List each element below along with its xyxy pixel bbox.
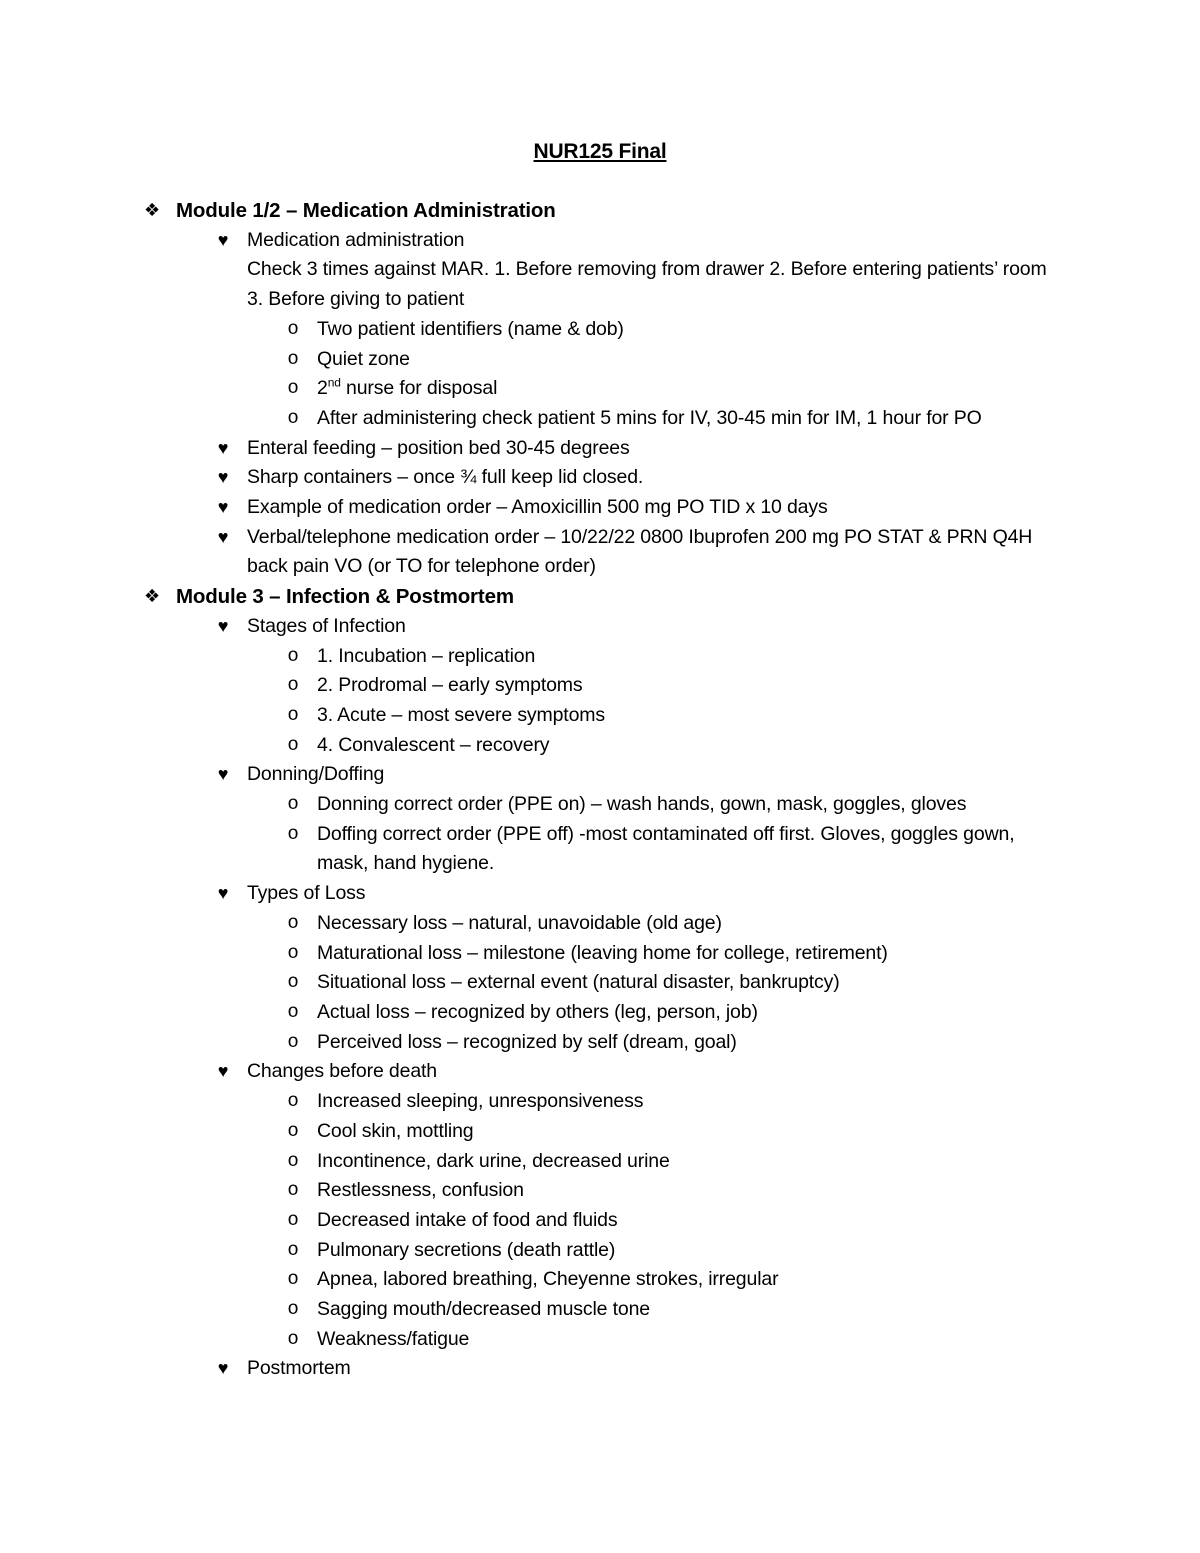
circle-bullet-icon: o [287,941,299,964]
diamond-bullet-icon: ❖ [144,586,160,607]
module-heading-text: Module 1/2 – Medication Administration [176,199,556,222]
sub-item-text: Donning correct order (PPE on) – wash hands, gown, mask, goggles, gloves [317,793,967,816]
heart-bullet-icon: ♥ [217,883,229,904]
sub-item [140,939,1060,969]
sub-item-text: Sagging mouth/decreased muscle tone [317,1298,650,1321]
topic-label: Types of Loss [247,882,366,905]
topic-item [140,760,1060,790]
circle-bullet-icon: o [287,793,299,816]
topic-label: Sharp containers – once ¾ full keep lid closed. [247,466,644,489]
sub-item [140,820,1060,879]
sub-item [140,642,1060,672]
sub-item [140,968,1060,998]
circle-bullet-icon: o [287,317,299,340]
sub-item [140,1147,1060,1177]
sub-item [140,731,1060,761]
sub-item [140,1236,1060,1266]
topic-item [140,523,1060,582]
heart-bullet-icon: ♥ [217,764,229,785]
topic-item [140,879,1060,909]
sub-item-text: Cool skin, mottling [317,1119,474,1142]
sub-item-text: Pulmonary secretions (death rattle) [317,1238,616,1261]
heart-bullet-icon: ♥ [217,437,229,458]
circle-bullet-icon: o [287,1179,299,1202]
sub-item-text: Doffing correct order (PPE off) -most contaminated off first. Gloves, goggles gown, mask, hand hygiene. [317,822,1015,875]
topic-label: Postmortem [247,1357,351,1380]
heart-bullet-icon: ♥ [217,229,229,250]
circle-bullet-icon: o [287,1119,299,1142]
topic-label: Medication administration [247,228,465,251]
sub-item [140,1176,1060,1206]
topic-item [140,1057,1060,1087]
circle-bullet-icon: o [287,703,299,726]
sub-item-text: Apnea, labored breathing, Cheyenne strokes, irregular [317,1268,779,1291]
circle-bullet-icon: o [287,911,299,934]
circle-bullet-icon: o [287,1149,299,1172]
sub-item [140,1087,1060,1117]
topic-item [140,434,1060,464]
document-body [140,196,1060,1384]
heart-bullet-icon: ♥ [217,526,229,547]
heart-bullet-icon: ♥ [217,497,229,518]
sub-item-text: 4. Convalescent – recovery [317,733,550,756]
sub-item [140,671,1060,701]
circle-bullet-icon: o [287,1208,299,1231]
sub-item [140,315,1060,345]
topic-note: Check 3 times against MAR. 1. Before removing from drawer 2. Before entering patients’ room 3. Before giving to patient [247,258,1047,311]
circle-bullet-icon: o [287,1268,299,1291]
circle-bullet-icon: o [287,674,299,697]
sub-item [140,1265,1060,1295]
sub-item [140,1117,1060,1147]
sub-item-text: Incontinence, dark urine, decreased urine [317,1149,670,1172]
topic-item [140,1354,1060,1384]
heart-bullet-icon: ♥ [217,615,229,636]
topic-label: Verbal/telephone medication order – 10/22/22 0800 Ibuprofen 200 mg PO STAT & PRN Q4H back pain VO (or TO for telephone order) [247,525,1033,578]
circle-bullet-icon: o [287,1030,299,1053]
topic-label: Example of medication order – Amoxicillin 500 mg PO TID x 10 days [247,496,828,519]
sub-item-text: Actual loss – recognized by others (leg, person, job) [317,1000,758,1023]
topic-item [140,612,1060,642]
heart-bullet-icon: ♥ [217,467,229,488]
module-heading [140,196,1060,226]
circle-bullet-icon: o [287,377,299,400]
circle-bullet-icon: o [287,347,299,370]
ordinal-number: 2 [317,377,328,400]
sub-item-text [317,377,497,399]
circle-bullet-icon: o [287,1238,299,1261]
sub-item-text: Perceived loss – recognized by self (dream, goal) [317,1030,737,1053]
sub-item [140,404,1060,434]
sub-item-text: Maturational loss – milestone (leaving home for college, retirement) [317,941,888,964]
topic-label: Stages of Infection [247,614,406,637]
sub-item-text: Two patient identifiers (name & dob) [317,317,624,340]
circle-bullet-icon: o [287,1000,299,1023]
sub-item-text: Restlessness, confusion [317,1179,524,1202]
document-title: NUR125 Final [533,140,667,163]
topic-label: Enteral feeding – position bed 30-45 degrees [247,436,630,459]
sub-item-text: Weakness/fatigue [317,1327,470,1350]
diamond-bullet-icon: ❖ [144,200,160,220]
topic-item [140,463,1060,493]
ordinal-suffix: nd [327,375,341,390]
sub-item-text: After administering check patient 5 mins for IV, 30-45 min for IM, 1 hour for PO [317,406,982,429]
sub-item-text: 3. Acute – most severe symptoms [317,703,605,726]
heart-bullet-icon: ♥ [217,1061,229,1082]
sub-item [140,345,1060,375]
topic-item [140,226,1060,256]
sub-item-text: Situational loss – external event (natural disaster, bankruptcy) [317,971,840,994]
sub-item-text: Quiet zone [317,347,410,370]
circle-bullet-icon: o [287,971,299,994]
topic-label: Changes before death [247,1060,437,1083]
sub-item-text: Increased sleeping, unresponsiveness [317,1090,644,1113]
sub-item [140,374,1060,404]
sub-item [140,909,1060,939]
sub-item [140,790,1060,820]
sub-item [140,1325,1060,1355]
circle-bullet-icon: o [287,644,299,667]
sub-item-text: 2. Prodromal – early symptoms [317,674,583,697]
circle-bullet-icon: o [287,1090,299,1113]
heart-bullet-icon: ♥ [217,1358,229,1379]
circle-bullet-icon: o [287,822,299,845]
sub-item-text: 1. Incubation – replication [317,644,536,667]
module-heading-text: Module 3 – Infection & Postmortem [176,585,514,609]
circle-bullet-icon: o [287,1327,299,1350]
sub-item [140,1028,1060,1058]
sub-item [140,1295,1060,1325]
topic-item [140,493,1060,523]
sub-item-text: Necessary loss – natural, unavoidable (old age) [317,911,722,934]
sub-item [140,998,1060,1028]
circle-bullet-icon: o [287,406,299,429]
topic-label: Donning/Doffing [247,763,385,786]
circle-bullet-icon: o [287,1298,299,1321]
ordinal-rest: nurse for disposal [340,377,498,400]
sub-item [140,701,1060,731]
circle-bullet-icon: o [287,733,299,756]
sub-item-text: Decreased intake of food and fluids [317,1208,618,1231]
sub-item [140,1206,1060,1236]
module-heading [140,582,1060,612]
